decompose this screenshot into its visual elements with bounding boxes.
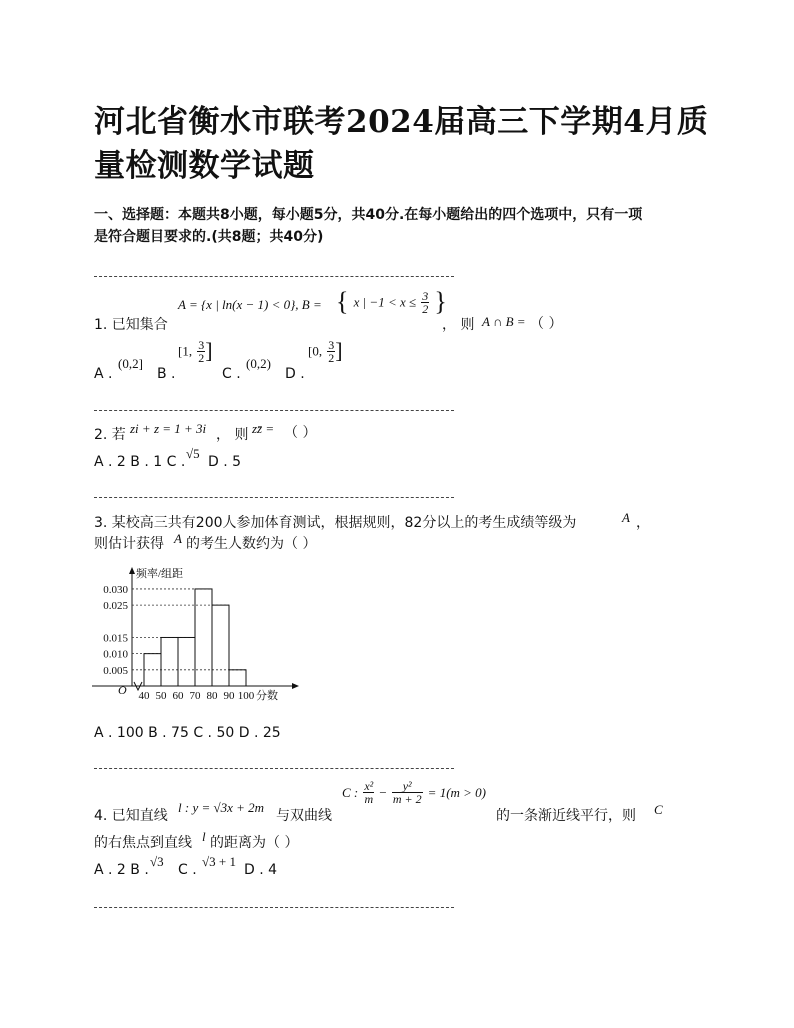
- histogram-bar: [195, 589, 212, 686]
- q4-line-equation: l : y = √3x + 2m: [178, 800, 265, 815]
- q4-line-2-end: 的距离为（ ）: [210, 835, 299, 851]
- q2-options-ab: A . 2 B . 1 C .: [94, 454, 186, 470]
- separator: [94, 276, 454, 277]
- q3-options: A . 100 B . 75 C . 50 D . 25: [94, 725, 281, 741]
- separator: [94, 907, 454, 908]
- q1-frac-num: 3: [422, 288, 429, 303]
- q4-hyperbola-equation: C : $\frac{\text{x²}}{m}$ − $\frac{\text{y²}}{m + 2}$ = 1(m > 0): [342, 779, 487, 806]
- q1-fraction: [421, 290, 429, 315]
- q2-expression: zz̄ =: [252, 421, 275, 436]
- q2-equation: zi + z = 1 + 3i: [130, 421, 207, 436]
- q3-line-1: 3. 某校高三共有200人参加体育测试，根据规则，82分以上的考生成绩等级为: [94, 515, 577, 531]
- q4-option-c-value: √3 + 1: [202, 854, 236, 869]
- q2-option-c-value: √5: [186, 446, 200, 461]
- q1-option-d-num: 3: [328, 337, 335, 352]
- q1-set-b: { x | −1 < x ≤ $\frac{3}{2}$ }: [336, 287, 447, 316]
- q1-frac-den: 2: [422, 301, 429, 316]
- q1-set-a: A = {x | ln(x − 1) < 0}, B =: [178, 297, 322, 312]
- q3-line-2-start: 则估计获得: [94, 536, 164, 552]
- q1-option-c-label: C .: [222, 366, 241, 382]
- q4-m2: m + 2: [392, 792, 422, 806]
- y-tick-label: 0.030: [103, 583, 128, 596]
- y-axis-arrow: [129, 567, 135, 574]
- x-tick-label: 60: [172, 690, 184, 702]
- q3-line-1-end: ，: [636, 515, 650, 531]
- q3-var-a: A: [622, 510, 630, 525]
- x-tick-label: 90: [223, 690, 235, 702]
- q4-frac-y: [392, 780, 423, 805]
- q1-prefix: 1. 已知集合: [94, 317, 168, 333]
- x-axis-label: 分数: [256, 690, 278, 702]
- q4-options-ab: A . 2 B .: [94, 862, 149, 878]
- separator: [94, 768, 454, 769]
- x-axis-arrow: [292, 683, 299, 689]
- q1-option-c: (0,2): [246, 356, 271, 371]
- q4-var-c: C: [654, 802, 663, 817]
- q4-m: m: [364, 792, 374, 806]
- y-tick-label: 0.010: [103, 648, 128, 661]
- q1-option-b-num: 3: [198, 337, 205, 352]
- paper-title-line-2: 量检测数学试题: [94, 148, 315, 184]
- separator: [94, 497, 454, 498]
- q1-option-b-den: 2: [198, 350, 205, 365]
- histogram-bar: [161, 637, 178, 686]
- q4-hyperbola-rhs: = 1(m > 0): [427, 785, 487, 800]
- q2-answer-paren: （ ）: [284, 425, 317, 441]
- histogram-bar: [229, 670, 246, 686]
- q3-line-2-end: 的考生人数约为（ ）: [186, 536, 317, 552]
- q1-option-d-den: 2: [328, 350, 335, 365]
- q1-option-d-text: [0,: [308, 343, 323, 359]
- q4-x2: x²: [364, 779, 374, 793]
- q1-option-d-label: D .: [285, 366, 305, 382]
- q2-prefix: 2. 若: [94, 427, 126, 443]
- q1-option-b-text: [1,: [178, 343, 193, 359]
- x-tick-label: 40: [138, 690, 150, 702]
- q4-frac-x: [363, 780, 374, 805]
- q2-option-d: D . 5: [208, 454, 242, 470]
- q4-condition: 的一条渐近线平行，则: [496, 808, 636, 824]
- y-tick-label: 0.025: [103, 600, 128, 613]
- q4-option-b-value: √3: [150, 854, 164, 869]
- paper-title-line-1: 河北省衡水市联考2024届高三下学期4月质: [94, 104, 709, 140]
- q3-var-a-2: A: [174, 531, 182, 546]
- histogram-bar: [212, 605, 229, 686]
- q4-prefix: 4. 已知直线: [94, 808, 168, 824]
- q1-expression: A ∩ B =: [482, 314, 526, 329]
- q1-option-a-label: A .: [94, 366, 113, 382]
- q1-option-a: (0,2]: [118, 356, 143, 371]
- q1-then: ， 则: [442, 317, 475, 333]
- q4-y2: y²: [402, 779, 412, 793]
- q1-answer-paren: （ ）: [530, 316, 563, 332]
- q1-option-b: [1, $\frac{3}{2}$ ]: [178, 337, 213, 365]
- origin-label: O: [118, 683, 127, 697]
- y-axis-label: 频率/组距: [136, 568, 184, 580]
- section-instructions-line-1: 一、选择题：本题共8小题，每小题5分，共40分.在每小题给出的四个选项中，只有一项: [94, 207, 643, 223]
- q4-option-d: D . 4: [244, 862, 278, 878]
- q4-var-l: l: [202, 829, 206, 844]
- q1-option-d: [0, $\frac{3}{2}$ ]: [308, 337, 343, 365]
- section-instructions-line-2: 是符合题目要求的.(共8题；共40分): [94, 229, 324, 245]
- q4-option-c-label: C .: [178, 862, 197, 878]
- x-tick-label: 50: [155, 690, 167, 702]
- q2-then: ， 则: [216, 427, 249, 443]
- q4-line-2-start: 的右焦点到直线: [94, 835, 192, 851]
- q1-option-b-label: B .: [157, 366, 176, 382]
- separator: [94, 410, 454, 411]
- x-tick-label: 70: [189, 690, 201, 702]
- y-tick-label: 0.005: [103, 664, 128, 677]
- histogram-bar: [178, 637, 195, 686]
- x-tick-label: 80: [206, 690, 218, 702]
- x-tick-label: 100: [237, 690, 255, 702]
- q4-connector: 与双曲线: [276, 808, 332, 824]
- q3-histogram: [92, 565, 302, 705]
- q1-set-b-condition: x | −1 < x ≤: [353, 294, 417, 310]
- q4-hyperbola-label: C :: [342, 785, 359, 800]
- y-tick-label: 0.015: [103, 632, 128, 645]
